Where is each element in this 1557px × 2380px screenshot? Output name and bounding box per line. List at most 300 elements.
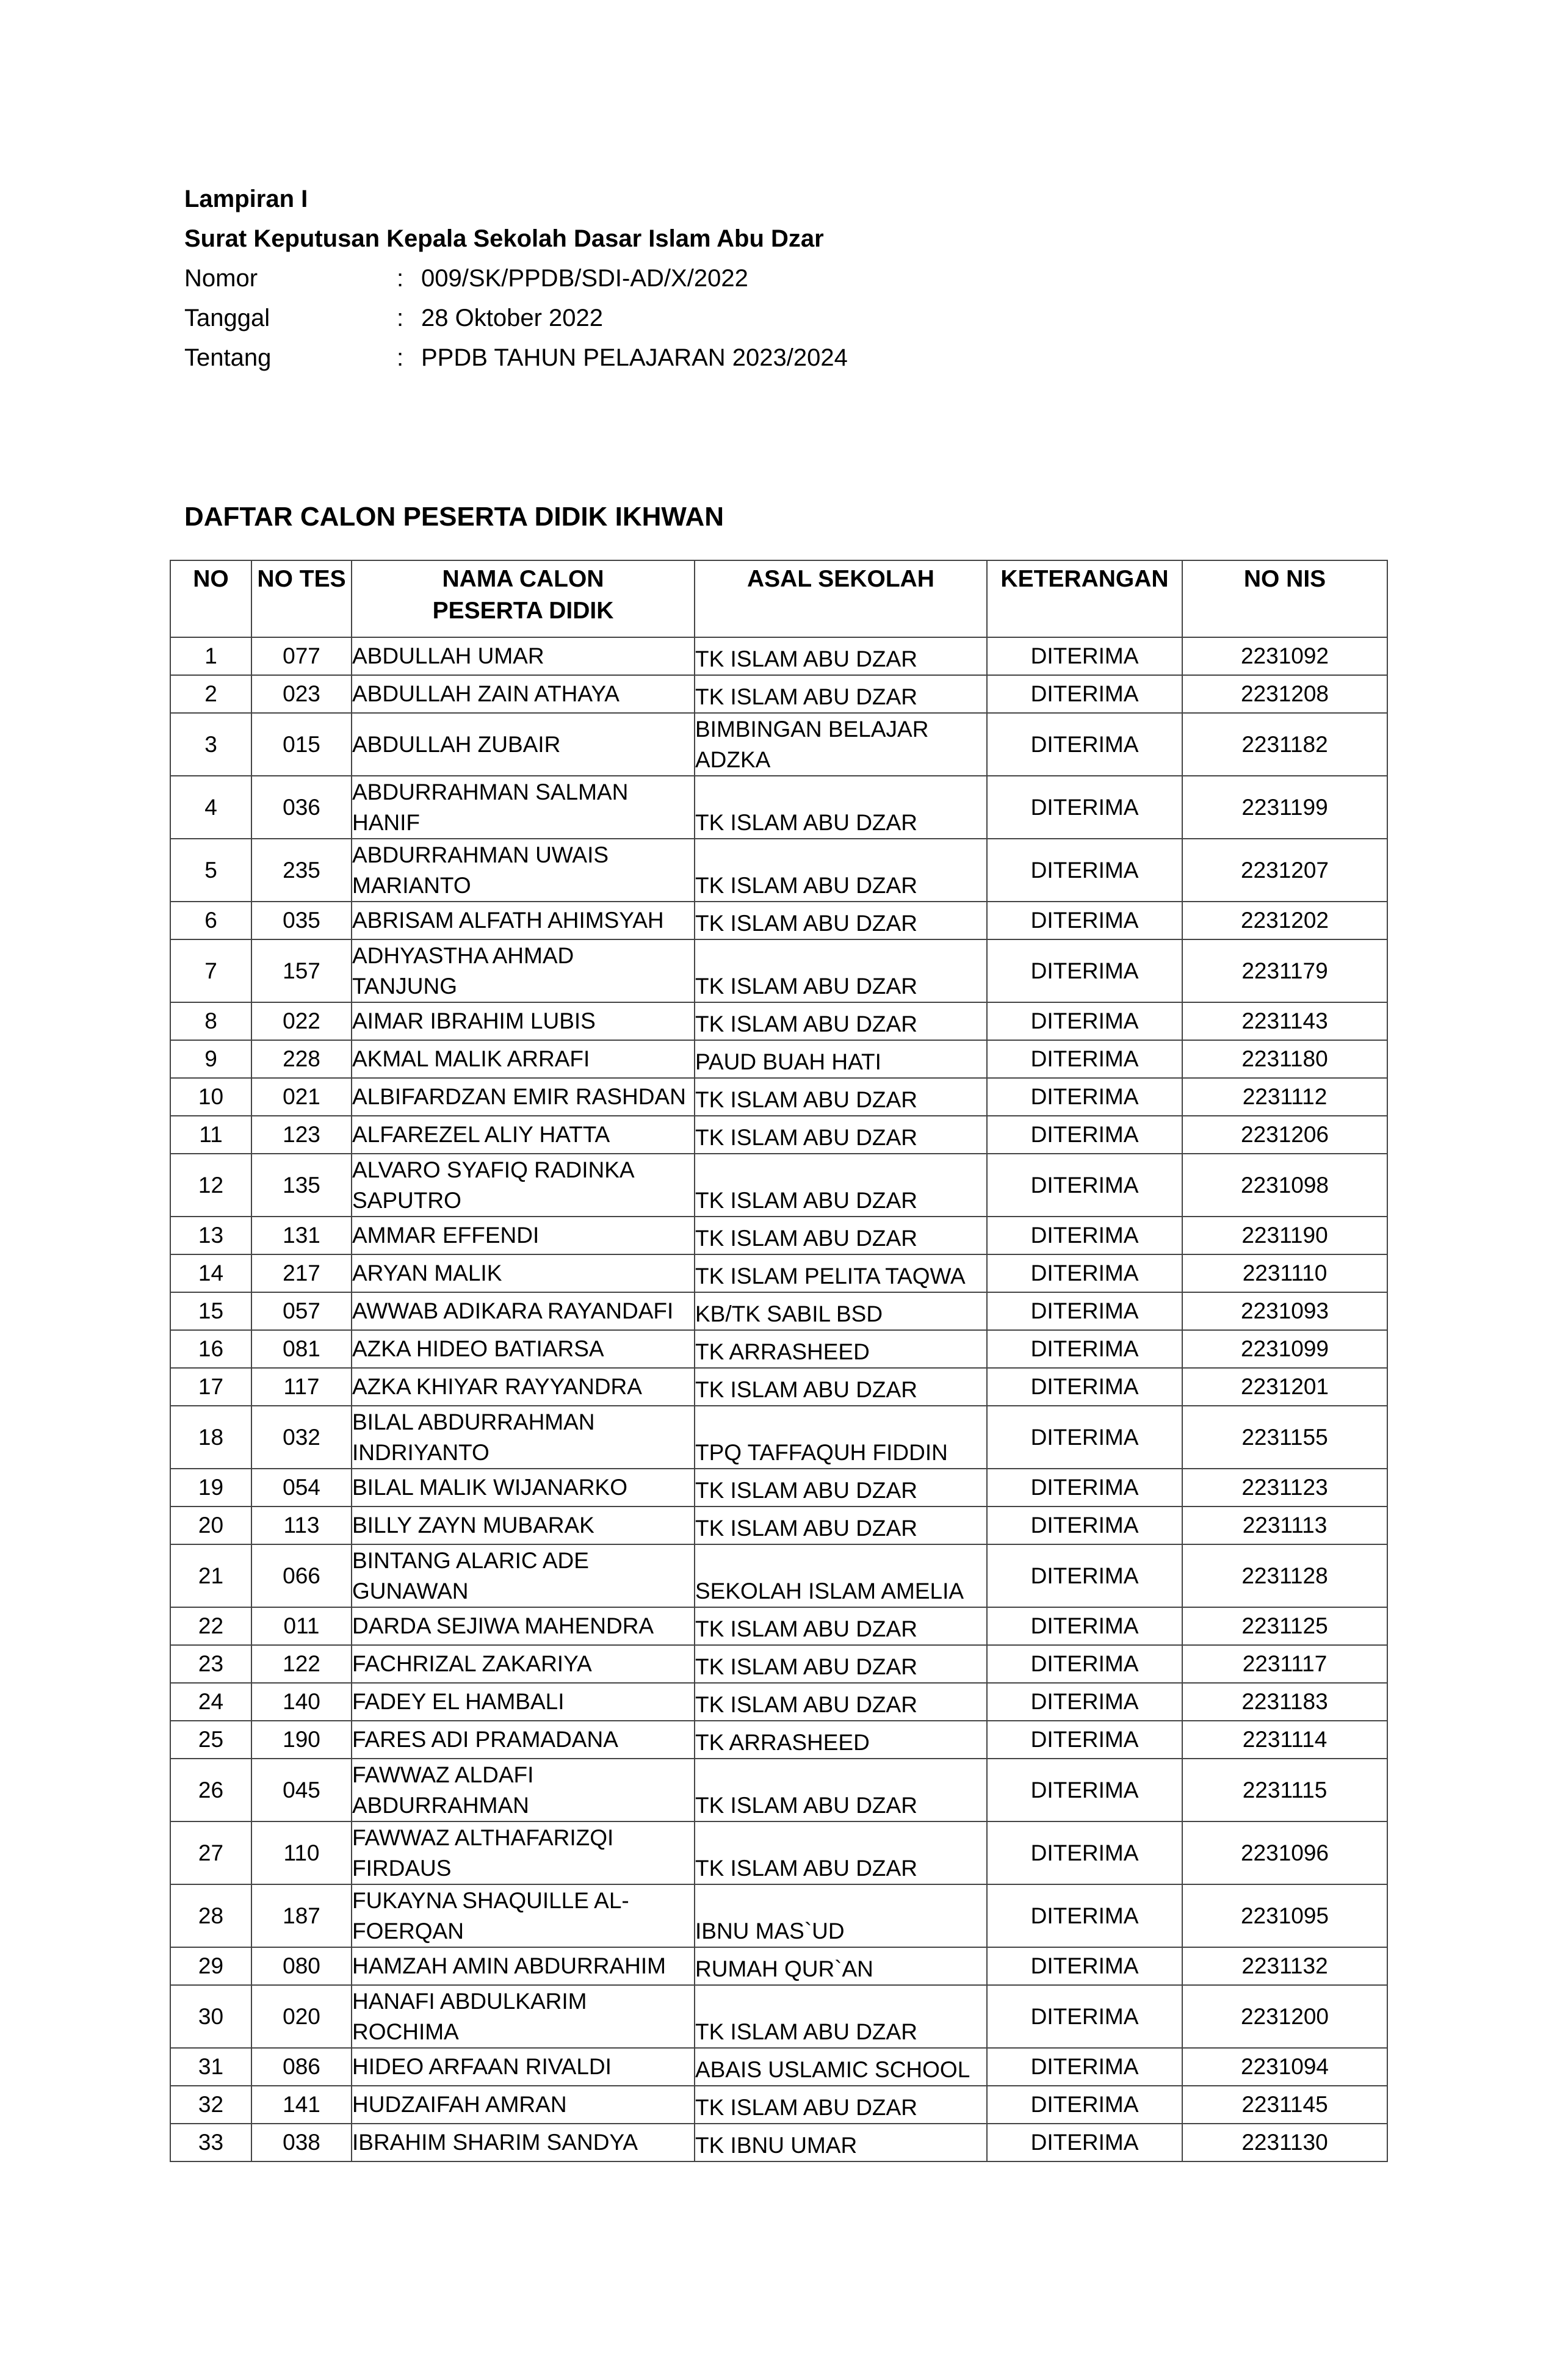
cell-no: 12: [170, 1154, 251, 1217]
cell-nama: [352, 1607, 695, 1645]
cell-asal-sekolah: [695, 939, 987, 1002]
nama-line: AMMAR EFFENDI: [352, 1223, 540, 1248]
cell-nama: [352, 1368, 695, 1406]
asal-line: TK ISLAM ABU DZAR: [695, 2019, 917, 2044]
cell-no: 11: [170, 1116, 251, 1154]
cell-no-tes: 032: [251, 1406, 352, 1469]
cell-asal-sekolah: [695, 1884, 987, 1947]
header-value: 009/SK/PPDB/SDI-AD/X/2022: [421, 265, 748, 292]
cell-nama: [352, 1078, 695, 1116]
cell-no-tes: 045: [251, 1759, 352, 1821]
cell-keterangan: DITERIMA: [987, 1947, 1182, 1985]
cell-nama: [352, 1217, 695, 1254]
cell-asal-sekolah: [695, 2124, 987, 2161]
cell-asal-sekolah: [695, 902, 987, 939]
table-row: [170, 2124, 1387, 2161]
cell-keterangan: DITERIMA: [987, 1884, 1182, 1947]
cell-keterangan: DITERIMA: [987, 839, 1182, 902]
cell-no-nis: 2231099: [1182, 1330, 1387, 1368]
cell-keterangan: DITERIMA: [987, 1368, 1182, 1406]
cell-no-nis: 2231145: [1182, 2086, 1387, 2124]
nama-line: FOERQAN: [352, 1918, 464, 1944]
cell-no-nis: 2231113: [1182, 1506, 1387, 1544]
table-row: [170, 1683, 1387, 1721]
nama-line: ALFAREZEL ALIY HATTA: [352, 1122, 610, 1147]
table-row: [170, 1985, 1387, 2048]
cell-no-nis: 2231110: [1182, 1254, 1387, 1292]
nama-line: ABDULLAH UMAR: [352, 643, 544, 668]
list-title: DAFTAR CALON PESERTA DIDIK IKHWAN: [184, 502, 724, 532]
asal-line: TK ISLAM ABU DZAR: [695, 1087, 917, 1112]
asal-line: TK IBNU UMAR: [695, 2133, 858, 2158]
cell-asal-sekolah: [695, 1217, 987, 1254]
cell-keterangan: DITERIMA: [987, 1544, 1182, 1607]
asal-line: BIMBINGAN BELAJAR: [695, 716, 929, 742]
cell-asal-sekolah: [695, 1078, 987, 1116]
cell-asal-sekolah: [695, 1645, 987, 1683]
cell-keterangan: DITERIMA: [987, 1759, 1182, 1821]
table-row: [170, 1154, 1387, 1217]
cell-no: 31: [170, 2048, 251, 2086]
nama-line: FADEY EL HAMBALI: [352, 1689, 565, 1714]
cell-no-nis: 2231130: [1182, 2124, 1387, 2161]
nama-line: IBRAHIM SHARIM SANDYA: [352, 2130, 638, 2155]
cell-no-nis: 2231114: [1182, 1721, 1387, 1759]
table-row: [170, 1116, 1387, 1154]
cell-no-tes: 021: [251, 1078, 352, 1116]
table-row: [170, 1506, 1387, 1544]
table-row: [170, 1330, 1387, 1368]
nama-line: GUNAWAN: [352, 1578, 469, 1604]
cell-no-tes: 110: [251, 1821, 352, 1884]
cell-no-tes: 187: [251, 1884, 352, 1947]
cell-asal-sekolah: [695, 1721, 987, 1759]
cell-no: 1: [170, 637, 251, 675]
cell-no: 4: [170, 776, 251, 839]
cell-no: 30: [170, 1985, 251, 2048]
cell-asal-sekolah: [695, 1040, 987, 1078]
cell-keterangan: DITERIMA: [987, 2048, 1182, 2086]
cell-no-nis: 2231093: [1182, 1292, 1387, 1330]
cell-no-nis: 2231208: [1182, 675, 1387, 713]
cell-no: 29: [170, 1947, 251, 1985]
cell-no-tes: 228: [251, 1040, 352, 1078]
cell-asal-sekolah: [695, 1683, 987, 1721]
cell-no-nis: 2231115: [1182, 1759, 1387, 1821]
cell-no-nis: 2231180: [1182, 1040, 1387, 1078]
table-row: [170, 1544, 1387, 1607]
cell-no-nis: 2231200: [1182, 1985, 1387, 2048]
cell-no: 32: [170, 2086, 251, 2124]
cell-no-tes: 011: [251, 1607, 352, 1645]
header-sep: :: [397, 305, 404, 331]
cell-nama: [352, 1506, 695, 1544]
cell-no-tes: 081: [251, 1330, 352, 1368]
asal-line: TK ISLAM ABU DZAR: [695, 1516, 917, 1541]
cell-no-tes: 086: [251, 2048, 352, 2086]
cell-nama: [352, 1884, 695, 1947]
table-row: [170, 713, 1387, 776]
cell-no-tes: 140: [251, 1683, 352, 1721]
cell-nama: [352, 1947, 695, 1985]
column-header-asal: ASAL SEKOLAH: [695, 560, 987, 637]
student-table: [170, 560, 1388, 2162]
cell-no: 10: [170, 1078, 251, 1116]
nama-line: BILAL ABDURRAHMAN: [352, 1409, 595, 1434]
lampiran-label: Lampiran I: [184, 186, 308, 212]
nama-line: ALVARO SYAFIQ RADINKA: [352, 1157, 635, 1182]
table-row: [170, 1645, 1387, 1683]
cell-no: 14: [170, 1254, 251, 1292]
nama-line: ADHYASTHA AHMAD: [352, 942, 574, 968]
cell-no-tes: 022: [251, 1002, 352, 1040]
header-key: Tanggal: [184, 305, 270, 331]
cell-no-tes: 066: [251, 1544, 352, 1607]
cell-no: 24: [170, 1683, 251, 1721]
document-header: [184, 179, 848, 378]
cell-no: 6: [170, 902, 251, 939]
asal-line: TK ARRASHEED: [695, 1339, 870, 1364]
table-row: [170, 1368, 1387, 1406]
cell-asal-sekolah: [695, 1330, 987, 1368]
nama-line: BINTANG ALARIC ADE: [352, 1547, 589, 1573]
cell-no-tes: 217: [251, 1254, 352, 1292]
cell-no-nis: 2231199: [1182, 776, 1387, 839]
cell-no-nis: 2231095: [1182, 1884, 1387, 1947]
cell-nama: [352, 1040, 695, 1078]
cell-asal-sekolah: [695, 1544, 987, 1607]
cell-no: 20: [170, 1506, 251, 1544]
nama-line: AZKA KHIYAR RAYYANDRA: [352, 1374, 642, 1399]
header-key: Tentang: [184, 344, 272, 371]
cell-nama: [352, 1683, 695, 1721]
cell-no-nis: 2231190: [1182, 1217, 1387, 1254]
cell-asal-sekolah: [695, 1254, 987, 1292]
asal-line: TK ISLAM ABU DZAR: [695, 810, 917, 835]
nama-line: HANAFI ABDULKARIM: [352, 1988, 587, 2014]
asal-line: SEKOLAH ISLAM AMELIA: [695, 1579, 964, 1604]
table-row: [170, 902, 1387, 939]
nama-line: ABDULLAH ZAIN ATHAYA: [352, 681, 620, 706]
cell-asal-sekolah: [695, 675, 987, 713]
cell-no: 15: [170, 1292, 251, 1330]
asal-line: TK ISLAM ABU DZAR: [695, 1377, 917, 1402]
table-row: [170, 1821, 1387, 1884]
asal-line: TK ISLAM ABU DZAR: [695, 684, 917, 709]
cell-keterangan: DITERIMA: [987, 939, 1182, 1002]
cell-no: 2: [170, 675, 251, 713]
cell-nama: [352, 2124, 695, 2161]
header-sep: :: [397, 344, 404, 371]
asal-line: TK ISLAM ABU DZAR: [695, 1011, 917, 1036]
cell-nama: [352, 2048, 695, 2086]
cell-asal-sekolah: [695, 1002, 987, 1040]
nama-line: FARES ADI PRAMADANA: [352, 1727, 618, 1752]
asal-line: KB/TK SABIL BSD: [695, 1301, 883, 1326]
table-row: [170, 1759, 1387, 1821]
asal-line: TK ISLAM ABU DZAR: [695, 1188, 917, 1213]
cell-no-nis: 2231096: [1182, 1821, 1387, 1884]
cell-no: 9: [170, 1040, 251, 1078]
cell-nama: [352, 1154, 695, 1217]
table-row: [170, 675, 1387, 713]
nama-line: INDRIYANTO: [352, 1439, 489, 1465]
cell-no-tes: 131: [251, 1217, 352, 1254]
asal-line: TK ISLAM ABU DZAR: [695, 646, 917, 671]
cell-no: 28: [170, 1884, 251, 1947]
cell-nama: [352, 1406, 695, 1469]
cell-asal-sekolah: [695, 2086, 987, 2124]
column-header-nis: NO NIS: [1182, 560, 1387, 637]
cell-no: 33: [170, 2124, 251, 2161]
cell-keterangan: DITERIMA: [987, 1821, 1182, 1884]
cell-keterangan: DITERIMA: [987, 1721, 1182, 1759]
cell-no: 13: [170, 1217, 251, 1254]
cell-asal-sekolah: [695, 1607, 987, 1645]
cell-nama: [352, 839, 695, 902]
asal-line: ADZKA: [695, 747, 771, 772]
cell-no-tes: 135: [251, 1154, 352, 1217]
header-sep: :: [397, 265, 404, 292]
nama-line: SAPUTRO: [352, 1187, 461, 1213]
cell-no: 16: [170, 1330, 251, 1368]
cell-no-nis: 2231123: [1182, 1469, 1387, 1506]
cell-keterangan: DITERIMA: [987, 1607, 1182, 1645]
cell-asal-sekolah: [695, 1154, 987, 1217]
cell-nama: [352, 1292, 695, 1330]
asal-line: TK ARRASHEED: [695, 1730, 870, 1755]
table-row: [170, 2048, 1387, 2086]
cell-nama: [352, 2086, 695, 2124]
nama-line: FIRDAUS: [352, 1855, 452, 1881]
column-header-keterangan: KETERANGAN: [987, 560, 1182, 637]
cell-no-nis: 2231182: [1182, 713, 1387, 776]
cell-keterangan: DITERIMA: [987, 2086, 1182, 2124]
cell-keterangan: DITERIMA: [987, 902, 1182, 939]
cell-no: 19: [170, 1469, 251, 1506]
cell-nama: [352, 1002, 695, 1040]
cell-asal-sekolah: [695, 1506, 987, 1544]
cell-asal-sekolah: [695, 1116, 987, 1154]
cell-keterangan: DITERIMA: [987, 1683, 1182, 1721]
nama-line: BILAL MALIK WIJANARKO: [352, 1475, 627, 1500]
asal-line: TK ISLAM ABU DZAR: [695, 911, 917, 936]
cell-no-nis: 2231206: [1182, 1116, 1387, 1154]
cell-no-nis: 2231201: [1182, 1368, 1387, 1406]
cell-nama: [352, 902, 695, 939]
cell-keterangan: DITERIMA: [987, 637, 1182, 675]
asal-line: TK ISLAM ABU DZAR: [695, 2095, 917, 2120]
cell-no: 23: [170, 1645, 251, 1683]
header-row-tanggal: [184, 298, 848, 338]
cell-no-nis: 2231094: [1182, 2048, 1387, 2086]
asal-line: TK ISLAM ABU DZAR: [695, 1692, 917, 1717]
table-row: [170, 839, 1387, 902]
nama-line: ABDURRAHMAN SALMAN: [352, 779, 629, 805]
cell-no: 8: [170, 1002, 251, 1040]
cell-asal-sekolah: [695, 1368, 987, 1406]
nama-line: HAMZAH AMIN ABDURRAHIM: [352, 1953, 666, 1978]
cell-nama: [352, 713, 695, 776]
nama-line: HUDZAIFAH AMRAN: [352, 2092, 567, 2117]
nama-line: AWWAB ADIKARA RAYANDAFI: [352, 1298, 674, 1323]
cell-asal-sekolah: [695, 1947, 987, 1985]
table-row: [170, 1469, 1387, 1506]
cell-asal-sekolah: [695, 1292, 987, 1330]
table-row: [170, 1884, 1387, 1947]
cell-nama: [352, 637, 695, 675]
cell-no-tes: 054: [251, 1469, 352, 1506]
cell-asal-sekolah: [695, 1985, 987, 2048]
table-header-row: [170, 560, 1387, 637]
cell-keterangan: DITERIMA: [987, 1330, 1182, 1368]
cell-no-tes: 077: [251, 637, 352, 675]
cell-nama: [352, 776, 695, 839]
cell-asal-sekolah: [695, 1759, 987, 1821]
nama-line: TANJUNG: [352, 973, 457, 999]
cell-no-nis: 2231143: [1182, 1002, 1387, 1040]
cell-no-nis: 2231155: [1182, 1406, 1387, 1469]
cell-no-tes: 123: [251, 1116, 352, 1154]
cell-asal-sekolah: [695, 713, 987, 776]
table-row: [170, 1292, 1387, 1330]
nama-line: ABDULLAH ZUBAIR: [352, 731, 561, 757]
cell-no-tes: 015: [251, 713, 352, 776]
asal-line: PAUD BUAH HATI: [695, 1049, 881, 1074]
cell-asal-sekolah: [695, 1406, 987, 1469]
cell-nama: [352, 939, 695, 1002]
nama-line: ABRISAM ALFATH AHIMSYAH: [352, 908, 664, 933]
cell-nama: [352, 1759, 695, 1821]
cell-keterangan: DITERIMA: [987, 1040, 1182, 1078]
asal-line: RUMAH QUR`AN: [695, 1956, 873, 1981]
cell-no-tes: 023: [251, 675, 352, 713]
cell-no: 26: [170, 1759, 251, 1821]
nama-line: HANIF: [352, 809, 420, 835]
cell-no-nis: 2231132: [1182, 1947, 1387, 1985]
header-row-tentang: [184, 338, 848, 378]
nama-line: ARYAN MALIK: [352, 1261, 502, 1286]
cell-no-tes: 122: [251, 1645, 352, 1683]
cell-nama: [352, 1116, 695, 1154]
cell-no-tes: 141: [251, 2086, 352, 2124]
nama-line: BILLY ZAYN MUBARAK: [352, 1513, 594, 1538]
asal-line: TK ISLAM ABU DZAR: [695, 974, 917, 999]
header-value: 28 Oktober 2022: [421, 305, 603, 331]
cell-no-tes: 235: [251, 839, 352, 902]
cell-no-nis: 2231183: [1182, 1683, 1387, 1721]
asal-line: TK ISLAM ABU DZAR: [695, 1856, 917, 1881]
cell-no-nis: 2231179: [1182, 939, 1387, 1002]
cell-asal-sekolah: [695, 776, 987, 839]
table-row: [170, 2086, 1387, 2124]
cell-keterangan: DITERIMA: [987, 1469, 1182, 1506]
asal-line: IBNU MAS`UD: [695, 1919, 845, 1944]
asal-line: TPQ TAFFAQUH FIDDIN: [695, 1440, 948, 1465]
table-row: [170, 637, 1387, 675]
nama-line: ABDURRAHMAN: [352, 1792, 529, 1818]
cell-no: 18: [170, 1406, 251, 1469]
nama-line: FAWWAZ ALDAFI: [352, 1762, 534, 1787]
cell-no: 7: [170, 939, 251, 1002]
cell-no: 27: [170, 1821, 251, 1884]
cell-no-nis: 2231112: [1182, 1078, 1387, 1116]
cell-no-nis: 2231125: [1182, 1607, 1387, 1645]
asal-line: TK ISLAM ABU DZAR: [695, 1793, 917, 1818]
cell-no-tes: 035: [251, 902, 352, 939]
cell-keterangan: DITERIMA: [987, 1217, 1182, 1254]
asal-line: TK ISLAM ABU DZAR: [695, 1616, 917, 1641]
cell-no: 22: [170, 1607, 251, 1645]
cell-no-tes: 190: [251, 1721, 352, 1759]
cell-asal-sekolah: [695, 1821, 987, 1884]
cell-nama: [352, 1721, 695, 1759]
nama-line: FUKAYNA SHAQUILLE AL-: [352, 1887, 629, 1913]
cell-keterangan: DITERIMA: [987, 1645, 1182, 1683]
cell-keterangan: DITERIMA: [987, 776, 1182, 839]
cell-keterangan: DITERIMA: [987, 1078, 1182, 1116]
surat-title: Surat Keputusan Kepala Sekolah Dasar Islam Abu Dzar: [184, 225, 824, 252]
column-header-no-tes: NO TES: [251, 560, 352, 637]
cell-no-tes: 057: [251, 1292, 352, 1330]
table-row: [170, 1721, 1387, 1759]
table-row: [170, 1406, 1387, 1469]
asal-line: TK ISLAM ABU DZAR: [695, 873, 917, 898]
column-header-nama: [352, 560, 695, 637]
cell-nama: [352, 1985, 695, 2048]
asal-line: TK ISLAM PELITA TAQWA: [695, 1264, 966, 1289]
cell-no: 17: [170, 1368, 251, 1406]
table-row: [170, 1254, 1387, 1292]
cell-keterangan: DITERIMA: [987, 1985, 1182, 2048]
cell-keterangan: DITERIMA: [987, 1506, 1182, 1544]
cell-keterangan: DITERIMA: [987, 1254, 1182, 1292]
cell-no-nis: 2231117: [1182, 1645, 1387, 1683]
nama-line: AZKA HIDEO BATIARSA: [352, 1336, 604, 1361]
asal-line: ABAIS USLAMIC SCHOOL: [695, 2057, 970, 2082]
nama-line: AKMAL MALIK ARRAFI: [352, 1046, 590, 1071]
cell-nama: [352, 1469, 695, 1506]
cell-no-tes: 036: [251, 776, 352, 839]
cell-nama: [352, 1821, 695, 1884]
table-row: [170, 1217, 1387, 1254]
cell-keterangan: DITERIMA: [987, 1292, 1182, 1330]
cell-no-tes: 038: [251, 2124, 352, 2161]
asal-line: TK ISLAM ABU DZAR: [695, 1226, 917, 1251]
table-row: [170, 1947, 1387, 1985]
cell-asal-sekolah: [695, 2048, 987, 2086]
cell-no: 25: [170, 1721, 251, 1759]
cell-no-tes: 117: [251, 1368, 352, 1406]
cell-no-nis: 2231207: [1182, 839, 1387, 902]
table-row: [170, 1002, 1387, 1040]
nama-line: ALBIFARDZAN EMIR RASHDAN: [352, 1084, 686, 1109]
cell-nama: [352, 1645, 695, 1683]
cell-keterangan: DITERIMA: [987, 1116, 1182, 1154]
nama-line: ABDURRAHMAN UWAIS: [352, 842, 609, 867]
column-header-nama-text: NAMA CALON PESERTA DIDIK: [432, 566, 614, 624]
table-row: [170, 1078, 1387, 1116]
cell-no: 5: [170, 839, 251, 902]
cell-no: 3: [170, 713, 251, 776]
cell-nama: [352, 1544, 695, 1607]
cell-no-tes: 020: [251, 1985, 352, 2048]
column-header-no: NO: [170, 560, 251, 637]
cell-keterangan: DITERIMA: [987, 1406, 1182, 1469]
nama-line: FAWWAZ ALTHAFARIZQI: [352, 1825, 614, 1850]
cell-keterangan: DITERIMA: [987, 713, 1182, 776]
table-row: [170, 1607, 1387, 1645]
